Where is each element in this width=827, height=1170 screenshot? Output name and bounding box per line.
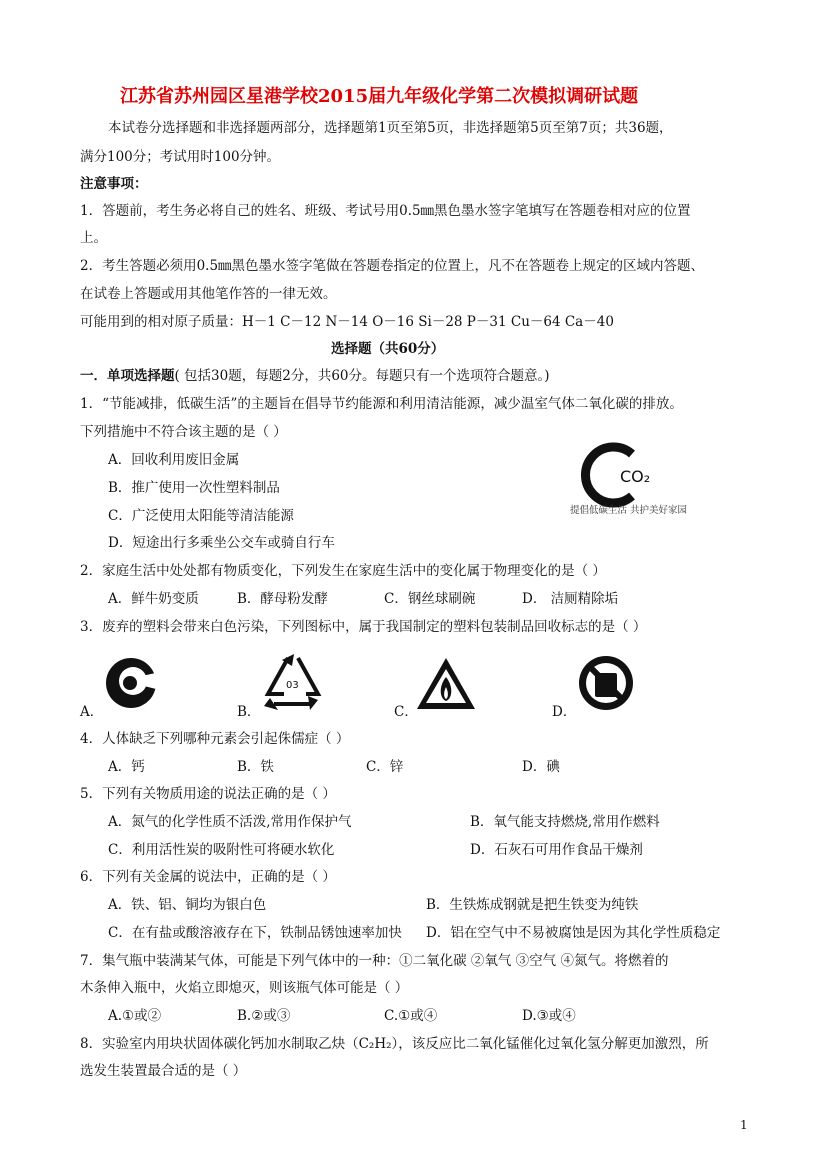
q3-option-a: A． [80,704,104,720]
q6-option-b: B．生铁炼成钢就是把生铁变为纯铁 [426,897,639,913]
q3-flammable-warning-icon [414,655,478,713]
q1-stem-1: 1．“节能减排，低碳生活”的主题旨在倡导节约能源和利用清洁能源，减少温室气体二氧化碳的排放。 [80,396,683,412]
q7-option-b: B.②或③ [237,1008,291,1024]
q2-option-a: A．鲜牛奶变质 [108,591,199,607]
part1-heading: 一．单项选择题 [80,368,175,384]
q7-stem-2: 木条伸入瓶中，火焰立即熄灭，则该瓶气体可能是（ ） [80,980,409,996]
part1-heading-line [80,364,550,384]
q3-option-d: D． [552,704,577,720]
low-carbon-c-icon [566,438,706,520]
low-carbon-logo [566,438,706,520]
q5-option-a: A．氮气的化学性质不活泼,常用作保护气 [108,814,352,830]
q8-stem-2: 选发生装置最合适的是（ ） [80,1063,247,1079]
notice-line-2: 上。 [80,230,107,246]
q7-option-c: C.①或④ [384,1008,438,1024]
page-number: 1 [740,1118,748,1132]
q3-option-c: C． [394,704,418,720]
q1-option-a: A．回收利用废旧金属 [108,452,240,468]
q2-option-c: C．钢丝球刷碗 [384,591,476,607]
atomic-masses: 可能用到的相对原子质量：H－1 C－12 N－14 O－16 Si－28 P－31 Cu－64 Ca－40 [80,314,614,330]
notice-heading: 注意事项： [80,176,148,192]
q4-option-d: D．碘 [522,759,560,775]
q3-recycle-icon [260,652,326,712]
q3-prohibition-icon [576,653,636,713]
q7-option-d: D.③或④ [522,1008,576,1024]
q4-option-b: B．铁 [237,759,274,775]
q1-stem-2: 下列措施中不符合该主题的是（ ） [80,424,287,440]
page-title: 江苏省苏州园区星港学校2015届九年级化学第二次模拟调研试题 [120,86,639,107]
q1-option-b: B．推广使用一次性塑料制品 [108,480,280,496]
q3-symbol-a-icon [104,656,162,712]
logo-caption: 提倡低碳生活 共护美好家园 [570,505,688,516]
q5-option-c: C．利用活性炭的吸附性可将硬水软化 [108,842,335,858]
recycle-number: 03 [286,680,299,691]
q4-option-a: A．钙 [108,759,145,775]
q6-option-a: A．铁、铝、铜均为银白色 [108,897,267,913]
part1-note: ( 包括30题，每题2分，共60分。每题只有一个选项符合题意。) [174,368,550,384]
q5-stem: 5．下列有关物质用途的说法正确的是（ ） [80,786,336,802]
q1-option-c: C．广泛使用太阳能等清洁能源 [108,508,294,524]
q7-option-a: A.①或② [108,1008,162,1024]
q3-option-b: B． [237,704,261,720]
q8-stem-1: 8．实验室内用块状固体碳化钙加水制取乙炔（C₂H₂），该反应比二氧化锰催化过氧化氢分解更加激烈，所 [80,1036,709,1052]
q5-option-b: B．氧气能支持燃烧,常用作燃料 [470,814,660,830]
q6-stem: 6．下列有关金属的说法中，正确的是（ ） [80,869,336,885]
notice-line-3: 2．考生答题必须用0.5㎜黑色墨水签字笔做在答题卷指定的位置上，凡不在答题卷上规定的区域内答题、 [80,258,705,274]
q2-option-b: B．酵母粉发酵 [237,591,328,607]
logo-co2-text: CO₂ [620,467,651,486]
q6-option-c: C．在有盐或酸溶液存在下，铁制品锈蚀速率加快 [108,925,402,941]
intro-line-2: 满分100分；考试用时100分钟。 [80,149,281,165]
notice-line-1: 1．答题前，考生务必将自己的姓名、班级、考试号用0.5㎜黑色墨水签字笔填写在答题卷相对应的位置 [80,203,691,219]
q5-option-d: D．石灰石可用作食品干燥剂 [470,842,643,858]
q2-option-d: D． 洁厕精除垢 [522,591,619,607]
q4-option-c: C．锌 [366,759,404,775]
q7-stem-1: 7．集气瓶中装满某气体，可能是下列气体中的一种：①二氧化碳 ②氧气 ③空气 ④氮气。将燃着的 [80,953,669,969]
intro-line-1: 本试卷分选择题和非选择题两部分，选择题第1页至第5页，非选择题第5页至第7页；共36题， [108,120,673,136]
q4-stem: 4．人体缺乏下列哪种元素会引起侏儒症（ ） [80,731,350,747]
notice-line-4: 在试卷上答题或用其他笔作答的一律无效。 [80,286,337,302]
q3-stem: 3．废弃的塑料会带来白色污染，下列图标中，属于我国制定的塑料包装制品回收标志的是（ ） [80,619,647,635]
section-heading: 选择题（共60分） [331,341,445,357]
q1-option-d: D．短途出行多乘坐公交车或骑自行车 [108,535,335,551]
q6-option-d: D．铝在空气中不易被腐蚀是因为其化学性质稳定 [426,925,721,941]
q2-stem: 2．家庭生活中处处都有物质变化，下列发生在家庭生活中的变化属于物理变化的是（ ） [80,563,606,579]
